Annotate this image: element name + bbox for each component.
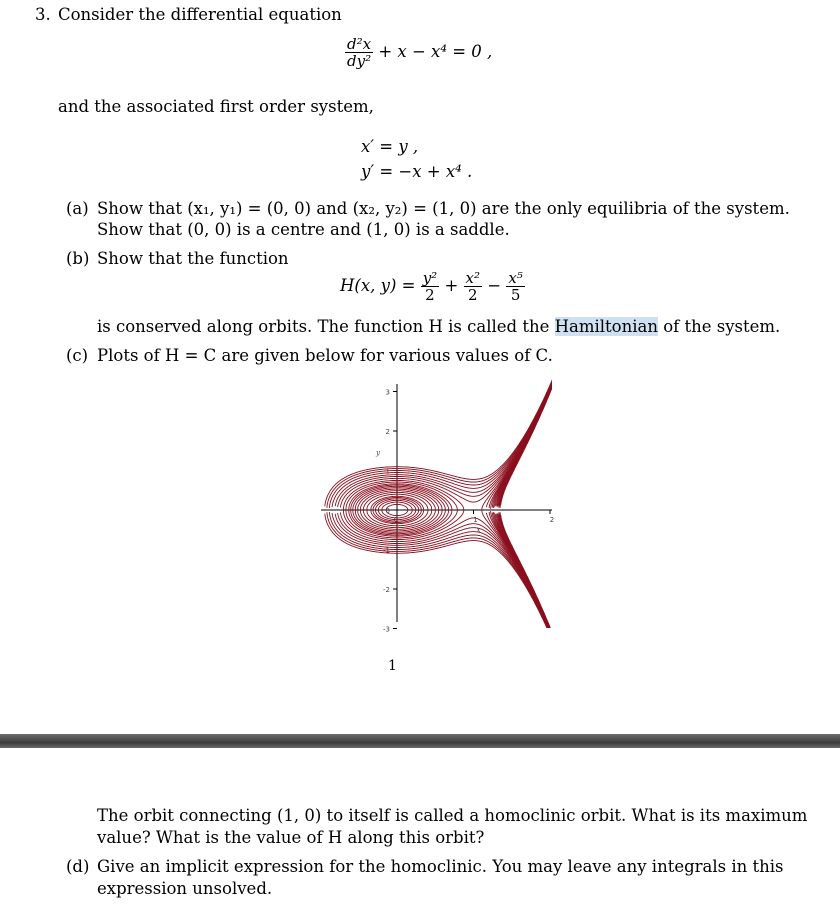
part-d-label: (d) <box>66 857 90 876</box>
ode-equation <box>345 36 492 69</box>
page-separator <box>0 734 840 748</box>
highlighted-word[interactable]: Hamiltonian <box>554 317 658 336</box>
y-tick-label: 0 <box>385 507 390 515</box>
term2-numerator: x² <box>465 269 481 287</box>
part-a-line-2: Show that (0, 0) is a centre and (1, 0) is a saddle. <box>97 220 510 239</box>
y-tick-label: 1 <box>385 467 390 476</box>
part-c-label: (c) <box>66 346 89 365</box>
contour-line <box>329 376 580 636</box>
x-tick-label: 2 <box>549 516 555 524</box>
system-line-1: x′ = y , <box>361 137 419 156</box>
problem-number: 3. <box>35 5 51 24</box>
term1-denominator: 2 <box>425 286 435 304</box>
part-c-continued-line-1: The orbit connecting (1, 0) to itself is called a homoclinic orbit. What is its maximum <box>97 806 808 825</box>
formula-lhs: H(x, y) = <box>340 276 416 295</box>
term3-numerator: x⁵ <box>508 269 523 287</box>
part-d-line-1: Give an implicit expression for the homoclinic. You may leave any integrals in this <box>97 857 784 876</box>
y-tick-label: 2 <box>385 428 390 436</box>
x-axis-label: x <box>476 526 481 534</box>
system-line-2: y′ = −x + x⁴ . <box>361 162 473 181</box>
y-tick-label: -1 <box>383 546 390 555</box>
contour-line <box>325 376 580 636</box>
problem-intro: Consider the differential equation <box>58 5 342 24</box>
ode-rest: + x − x⁴ = 0 , <box>378 42 493 61</box>
op-minus: − <box>487 276 502 295</box>
y-tick-label: -2 <box>383 586 390 594</box>
y-tick-label: 3 <box>385 388 390 397</box>
term3-denominator: 5 <box>510 286 521 304</box>
part-a-label: (a) <box>66 199 89 218</box>
ode-numerator: d²x <box>345 36 373 53</box>
part-d-line-2: expression unsolved. <box>97 879 273 898</box>
part-b-line-2 <box>97 316 780 338</box>
hamiltonian-formula <box>340 270 525 303</box>
op-plus: + <box>444 276 459 295</box>
x-tick-label: 1 <box>473 516 478 524</box>
part-c-continued-line-2: value? What is the value of H along this orbit? <box>97 828 485 847</box>
y-axis-label: y <box>376 448 380 457</box>
part-b-line-2-post: of the system. <box>663 317 781 336</box>
term2-denominator: 2 <box>468 286 478 304</box>
part-b-line-1: Show that the function <box>97 249 289 268</box>
part-b-line-2-pre: is conserved along orbits. The function H is called the <box>97 317 550 336</box>
system-intro: and the associated first order system, <box>58 97 374 116</box>
contour-plot <box>300 376 580 636</box>
y-tick-label: -3 <box>383 625 390 634</box>
ode-denominator: dy² <box>347 52 372 70</box>
term1-numerator: y² <box>422 269 438 287</box>
part-b-label: (b) <box>66 249 90 268</box>
contour-line <box>327 376 580 636</box>
page-number: 1 <box>388 658 397 674</box>
x-tick-label: 0 <box>393 516 399 524</box>
part-a-line-1: Show that (x₁, y₁) = (0, 0) and (x₂, y₂) = (1, 0) are the only equilibria of the system. <box>97 199 790 218</box>
part-c-line-1: Plots of H = C are given below for various values of C. <box>97 346 553 365</box>
